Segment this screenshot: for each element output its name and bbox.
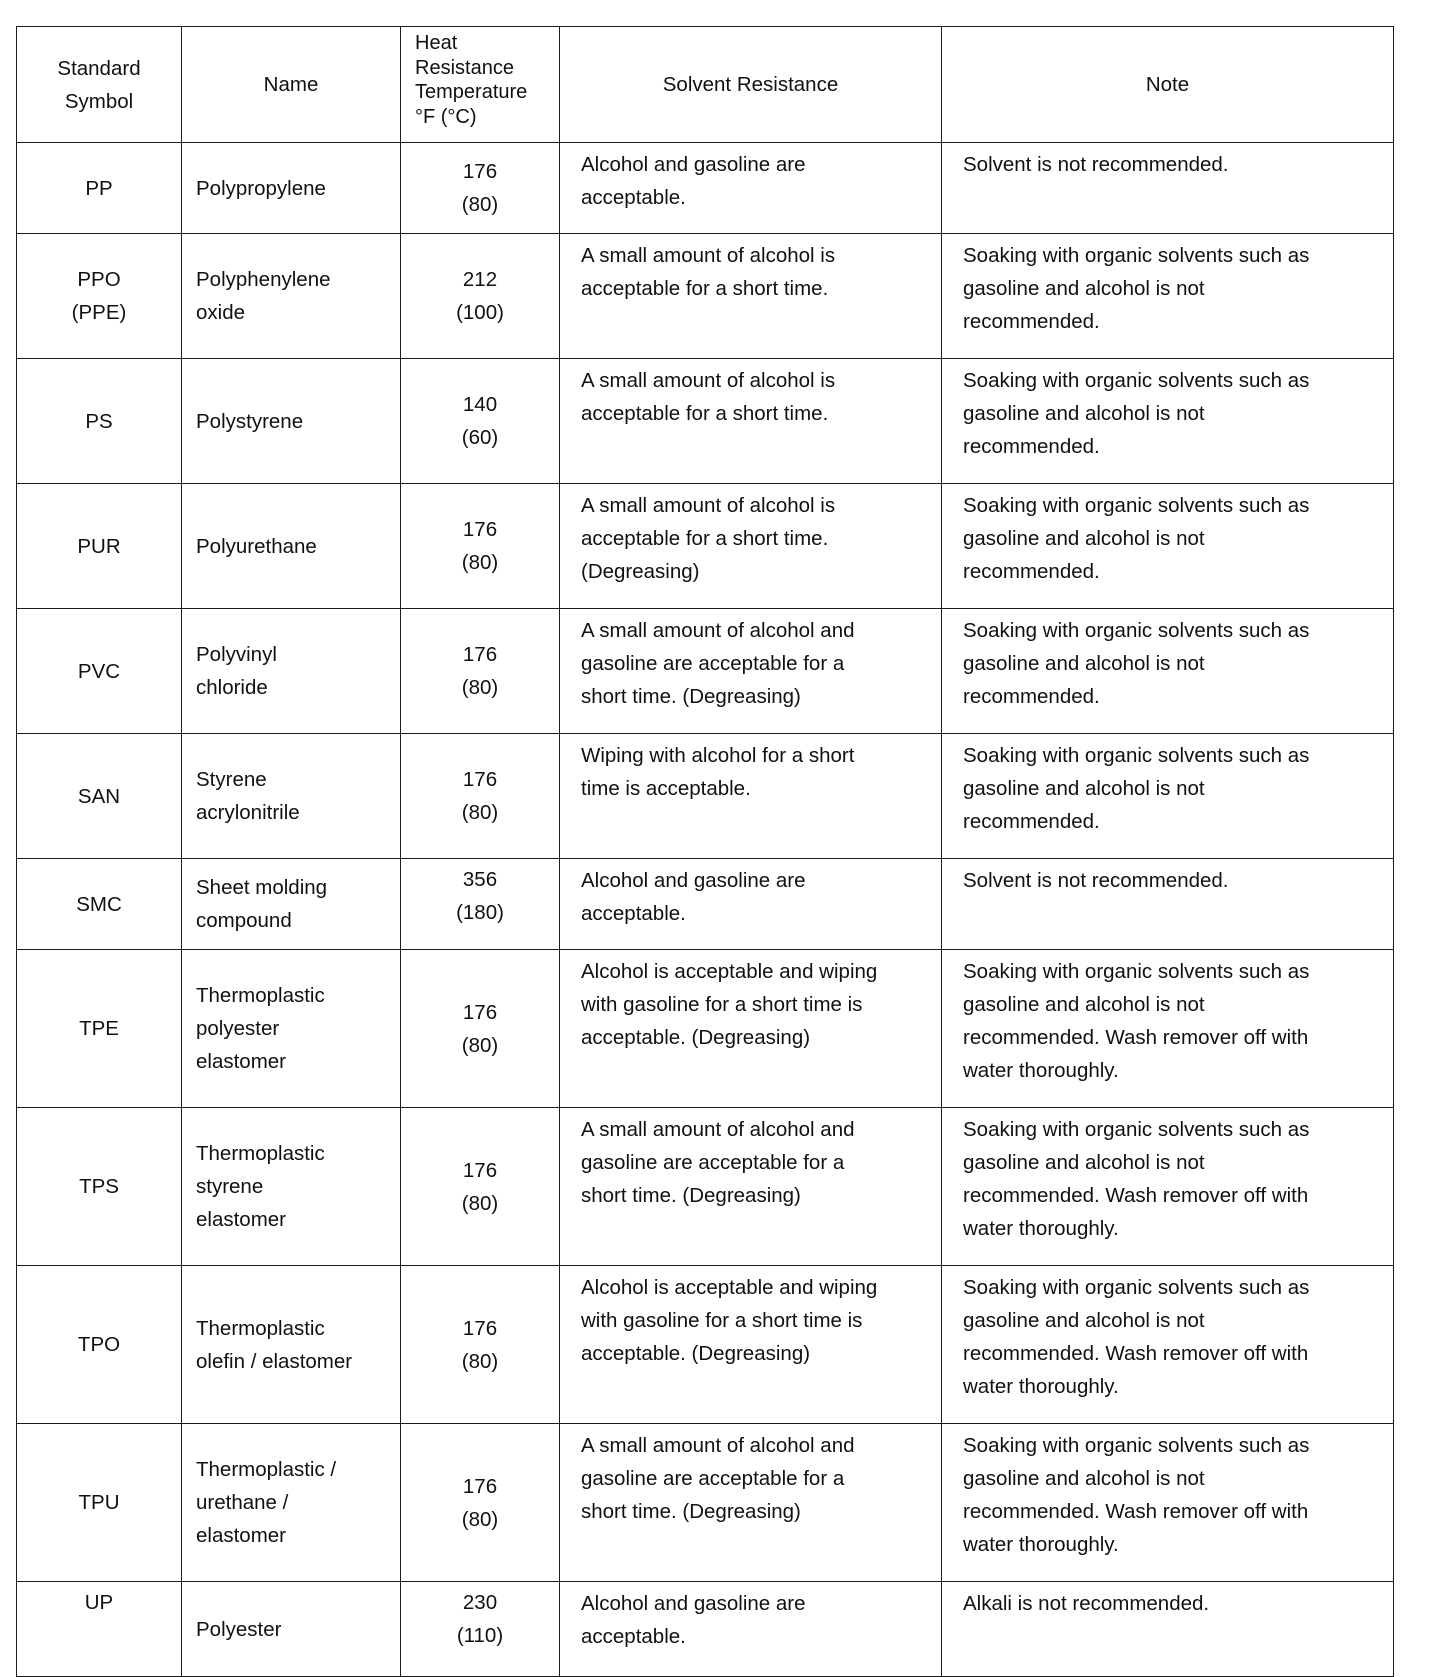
name-cell: [182, 143, 401, 234]
note-cell-line: Soaking with organic solvents such as: [963, 960, 1310, 983]
symbol-cell: [17, 859, 182, 950]
note-cell-line: gasoline and alcohol is not: [963, 777, 1205, 800]
solvent-cell: [560, 1424, 942, 1582]
table-row: [17, 734, 1394, 859]
heat-cell: [401, 1424, 560, 1582]
table-row: [17, 359, 1394, 484]
heat-fahrenheit: 176: [462, 1474, 498, 1498]
note-cell: [942, 484, 1394, 609]
heat-cell: [401, 1266, 560, 1424]
solvent-cell-line: acceptable.: [581, 1625, 686, 1648]
name-cell-line: polyester: [196, 1017, 280, 1040]
heat-fahrenheit: 176: [462, 1000, 498, 1024]
heat-cell: [401, 859, 560, 950]
note-cell-line: Soaking with organic solvents such as: [963, 244, 1310, 267]
heat-celsius: (80): [461, 676, 499, 699]
symbol-cell: [17, 1266, 182, 1424]
solvent-cell: [560, 1266, 942, 1424]
table-row: [17, 1108, 1394, 1266]
solvent-cell-line: Alcohol is acceptable and wiping: [581, 1276, 878, 1299]
name-cell-line: Thermoplastic /: [196, 1458, 337, 1481]
heat-celsius: (180): [456, 901, 504, 924]
name-cell-line: acrylonitrile: [196, 801, 300, 824]
table-row: [17, 859, 1394, 950]
header-standard-symbol: [17, 27, 182, 143]
name-cell-line: Polyvinyl: [196, 643, 277, 666]
header-heat-line-2: Resistance: [415, 56, 514, 79]
name-cell-line: olefin / elastomer: [196, 1349, 353, 1373]
symbol-cell-line: PPO: [77, 268, 121, 291]
note-cell: [942, 1582, 1394, 1677]
solvent-cell: [560, 950, 942, 1108]
symbol-cell-line: UP: [84, 1591, 114, 1614]
heat-cell: [401, 1108, 560, 1266]
name-cell-line: elastomer: [196, 1524, 287, 1547]
symbol-cell: [17, 1108, 182, 1266]
solvent-cell-line: short time. (Degreasing): [581, 685, 801, 708]
table-row: [17, 950, 1394, 1108]
heat-celsius: (100): [456, 301, 504, 324]
heat-cell: [401, 234, 560, 359]
solvent-cell: [560, 234, 942, 359]
note-cell-line: recommended. Wash remover off with: [963, 1500, 1309, 1523]
solvent-cell: [560, 484, 942, 609]
note-cell: [942, 734, 1394, 859]
name-cell-line: Sheet molding: [196, 876, 328, 899]
header-symbol-line-2: Symbol: [64, 89, 134, 113]
heat-celsius: (80): [461, 1191, 499, 1215]
table-row: [17, 143, 1394, 234]
symbol-cell-line: TPE: [79, 1017, 119, 1040]
name-cell: [182, 950, 401, 1108]
note-cell-line: Alkali is not recommended.: [963, 1592, 1210, 1615]
name-cell-line: Polypropylene: [196, 176, 326, 200]
symbol-cell: [17, 1424, 182, 1582]
symbol-cell: [17, 234, 182, 359]
solvent-cell: [560, 143, 942, 234]
heat-fahrenheit: 212: [462, 268, 498, 291]
solvent-cell-line: with gasoline for a short time is: [581, 993, 863, 1016]
heat-cell: [401, 1582, 560, 1677]
solvent-cell-line: A small amount of alcohol is: [581, 244, 836, 267]
solvent-cell-line: acceptable for a short time.: [581, 277, 829, 300]
heat-celsius: (60): [461, 426, 499, 449]
heat-celsius: (80): [461, 1033, 499, 1057]
solvent-cell-line: A small amount of alcohol is: [581, 494, 836, 517]
note-cell-line: recommended.: [963, 560, 1100, 583]
symbol-cell: [17, 1582, 182, 1677]
heat-fahrenheit: 176: [462, 1316, 498, 1340]
name-cell-line: Thermoplastic: [196, 1316, 325, 1340]
solvent-cell-line: short time. (Degreasing): [581, 1500, 801, 1523]
symbol-cell: [17, 609, 182, 734]
note-cell: [942, 1108, 1394, 1266]
note-cell-line: gasoline and alcohol is not: [963, 652, 1205, 675]
header-row: [17, 27, 1394, 143]
name-cell: [182, 734, 401, 859]
solvent-cell-line: Alcohol and gasoline are: [581, 153, 806, 176]
note-cell: [942, 1424, 1394, 1582]
note-cell-line: Solvent is not recommended.: [963, 153, 1229, 176]
note-cell-line: Soaking with organic solvents such as: [963, 619, 1310, 642]
name-cell-line: compound: [196, 909, 292, 932]
table-row: [17, 609, 1394, 734]
name-cell-line: styrene: [196, 1175, 264, 1198]
symbol-cell: [17, 734, 182, 859]
name-cell-line: elastomer: [196, 1050, 287, 1073]
solvent-cell: [560, 609, 942, 734]
solvent-cell-line: acceptable for a short time.: [581, 527, 829, 550]
solvent-cell-line: A small amount of alcohol and: [581, 1434, 855, 1457]
plastics-solvent-table: [16, 26, 1394, 1677]
name-cell: [182, 1108, 401, 1266]
symbol-cell-line: (PPE): [71, 301, 127, 324]
solvent-cell: [560, 1108, 942, 1266]
solvent-cell: [560, 359, 942, 484]
name-cell-line: Styrene: [196, 768, 267, 791]
solvent-cell-line: with gasoline for a short time is: [581, 1309, 863, 1332]
table-row: [17, 1424, 1394, 1582]
heat-celsius: (80): [461, 1507, 499, 1531]
heat-celsius: (80): [461, 801, 499, 824]
symbol-cell: [17, 484, 182, 609]
note-cell-line: recommended.: [963, 310, 1100, 333]
heat-fahrenheit: 176: [462, 768, 498, 791]
solvent-cell-line: (Degreasing): [581, 560, 700, 583]
symbol-cell-line: TPU: [78, 1491, 120, 1514]
note-cell: [942, 359, 1394, 484]
symbol-cell: [17, 143, 182, 234]
heat-celsius: (80): [461, 193, 499, 216]
table-body: [17, 143, 1394, 1677]
name-cell-line: elastomer: [196, 1208, 287, 1231]
header-note: Note: [942, 27, 1394, 143]
header-solvent-resistance: Solvent Resistance: [560, 27, 942, 143]
heat-fahrenheit: 356: [462, 868, 498, 891]
name-cell-line: Polyester: [196, 1617, 282, 1641]
name-cell: [182, 1582, 401, 1677]
note-cell: [942, 950, 1394, 1108]
note-cell-line: gasoline and alcohol is not: [963, 1467, 1205, 1490]
note-cell-line: Soaking with organic solvents such as: [963, 1118, 1310, 1141]
heat-fahrenheit: 176: [462, 160, 498, 183]
solvent-cell-line: A small amount of alcohol and: [581, 619, 855, 642]
solvent-cell-line: time is acceptable.: [581, 777, 751, 800]
note-cell-line: Solvent is not recommended.: [963, 869, 1229, 892]
name-cell: [182, 859, 401, 950]
note-cell-line: recommended. Wash remover off with: [963, 1184, 1309, 1207]
symbol-cell-line: TPS: [79, 1175, 119, 1198]
symbol-cell-line: SMC: [76, 892, 122, 916]
solvent-cell-line: Alcohol and gasoline are: [581, 1592, 806, 1615]
note-cell: [942, 1266, 1394, 1424]
note-cell-line: Soaking with organic solvents such as: [963, 1276, 1310, 1299]
symbol-cell-line: PP: [85, 176, 113, 200]
table-header: [17, 27, 1394, 143]
note-cell-line: recommended.: [963, 435, 1100, 458]
header-heat-line-1: Heat: [415, 32, 458, 54]
solvent-cell-line: Alcohol is acceptable and wiping: [581, 960, 878, 983]
symbol-cell: [17, 359, 182, 484]
header-name: Name: [182, 27, 401, 143]
solvent-cell: [560, 734, 942, 859]
note-cell-line: gasoline and alcohol is not: [963, 402, 1205, 425]
name-cell-line: chloride: [196, 676, 268, 699]
heat-cell: [401, 484, 560, 609]
note-cell-line: gasoline and alcohol is not: [963, 1151, 1205, 1174]
name-cell-line: oxide: [196, 301, 246, 324]
name-cell: [182, 359, 401, 484]
solvent-cell-line: gasoline are acceptable for a: [581, 652, 845, 675]
header-symbol-line-1: Standard: [57, 56, 141, 80]
note-cell-line: gasoline and alcohol is not: [963, 277, 1205, 300]
heat-celsius: (80): [461, 1349, 499, 1373]
note-cell-line: Soaking with organic solvents such as: [963, 1434, 1310, 1457]
heat-fahrenheit: 230: [462, 1591, 498, 1614]
solvent-cell-line: acceptable.: [581, 186, 686, 209]
note-cell-line: Soaking with organic solvents such as: [963, 369, 1310, 392]
note-cell-line: gasoline and alcohol is not: [963, 993, 1205, 1016]
note-cell-line: recommended.: [963, 810, 1100, 833]
heat-fahrenheit: 176: [462, 518, 498, 541]
solvent-cell-line: short time. (Degreasing): [581, 1184, 801, 1207]
note-cell-line: water thoroughly.: [963, 1217, 1119, 1240]
solvent-cell-line: Alcohol and gasoline are: [581, 869, 806, 892]
name-cell: [182, 1424, 401, 1582]
solvent-cell: [560, 1582, 942, 1677]
solvent-cell-line: gasoline are acceptable for a: [581, 1151, 845, 1174]
note-cell-line: water thoroughly.: [963, 1533, 1119, 1556]
note-cell-line: water thoroughly.: [963, 1375, 1119, 1398]
heat-cell: [401, 143, 560, 234]
symbol-cell-line: TPO: [77, 1333, 121, 1356]
header-heat-line-3: Temperature: [415, 81, 528, 103]
heat-cell: [401, 609, 560, 734]
heat-celsius: (80): [461, 551, 499, 574]
solvent-cell-line: A small amount of alcohol is: [581, 369, 836, 392]
solvent-cell-line: acceptable for a short time.: [581, 402, 829, 425]
symbol-cell-line: SAN: [77, 784, 121, 808]
name-cell-line: Polystyrene: [196, 409, 304, 433]
symbol-cell-line: PUR: [77, 534, 121, 558]
name-cell: [182, 609, 401, 734]
heat-cell: [401, 359, 560, 484]
solvent-cell-line: acceptable.: [581, 902, 686, 925]
note-cell-line: recommended. Wash remover off with: [963, 1342, 1309, 1365]
name-cell-line: Thermoplastic: [196, 1142, 325, 1165]
note-cell-line: water thoroughly.: [963, 1059, 1119, 1082]
heat-cell: [401, 950, 560, 1108]
table-row: [17, 1582, 1394, 1677]
heat-cell: [401, 734, 560, 859]
note-cell-line: Soaking with organic solvents such as: [963, 744, 1310, 767]
table-row: [17, 234, 1394, 359]
symbol-cell-line: PVC: [77, 659, 121, 683]
name-cell-line: Polyphenylene: [196, 268, 331, 291]
note-cell: [942, 234, 1394, 359]
name-cell: [182, 484, 401, 609]
solvent-cell: [560, 859, 942, 950]
header-heat-line-4: °F (°C): [415, 105, 477, 128]
note-cell: [942, 859, 1394, 950]
note-cell: [942, 143, 1394, 234]
solvent-cell-line: gasoline are acceptable for a: [581, 1467, 845, 1490]
note-cell-line: recommended. Wash remover off with: [963, 1026, 1309, 1049]
name-cell: [182, 234, 401, 359]
table-row: [17, 484, 1394, 609]
name-cell-line: Thermoplastic: [196, 984, 325, 1007]
solvent-cell-line: acceptable. (Degreasing): [581, 1342, 811, 1365]
solvent-cell-line: acceptable. (Degreasing): [581, 1026, 811, 1049]
solvent-cell-line: Wiping with alcohol for a short: [581, 744, 855, 767]
name-cell: [182, 1266, 401, 1424]
header-heat-resistance: [401, 27, 560, 143]
name-cell-line: urethane /: [196, 1491, 289, 1514]
heat-fahrenheit: 140: [462, 393, 498, 416]
note-cell-line: recommended.: [963, 685, 1100, 708]
heat-fahrenheit: 176: [462, 1158, 498, 1182]
solvent-cell-line: A small amount of alcohol and: [581, 1118, 855, 1141]
note-cell-line: gasoline and alcohol is not: [963, 1309, 1205, 1332]
note-cell: [942, 609, 1394, 734]
symbol-cell: [17, 950, 182, 1108]
symbol-cell-line: PS: [85, 409, 113, 433]
note-cell-line: Soaking with organic solvents such as: [963, 494, 1310, 517]
heat-celsius: (110): [456, 1624, 504, 1647]
table-row: [17, 1266, 1394, 1424]
name-cell-line: Polyurethane: [196, 534, 317, 558]
note-cell-line: gasoline and alcohol is not: [963, 527, 1205, 550]
heat-fahrenheit: 176: [462, 643, 498, 666]
